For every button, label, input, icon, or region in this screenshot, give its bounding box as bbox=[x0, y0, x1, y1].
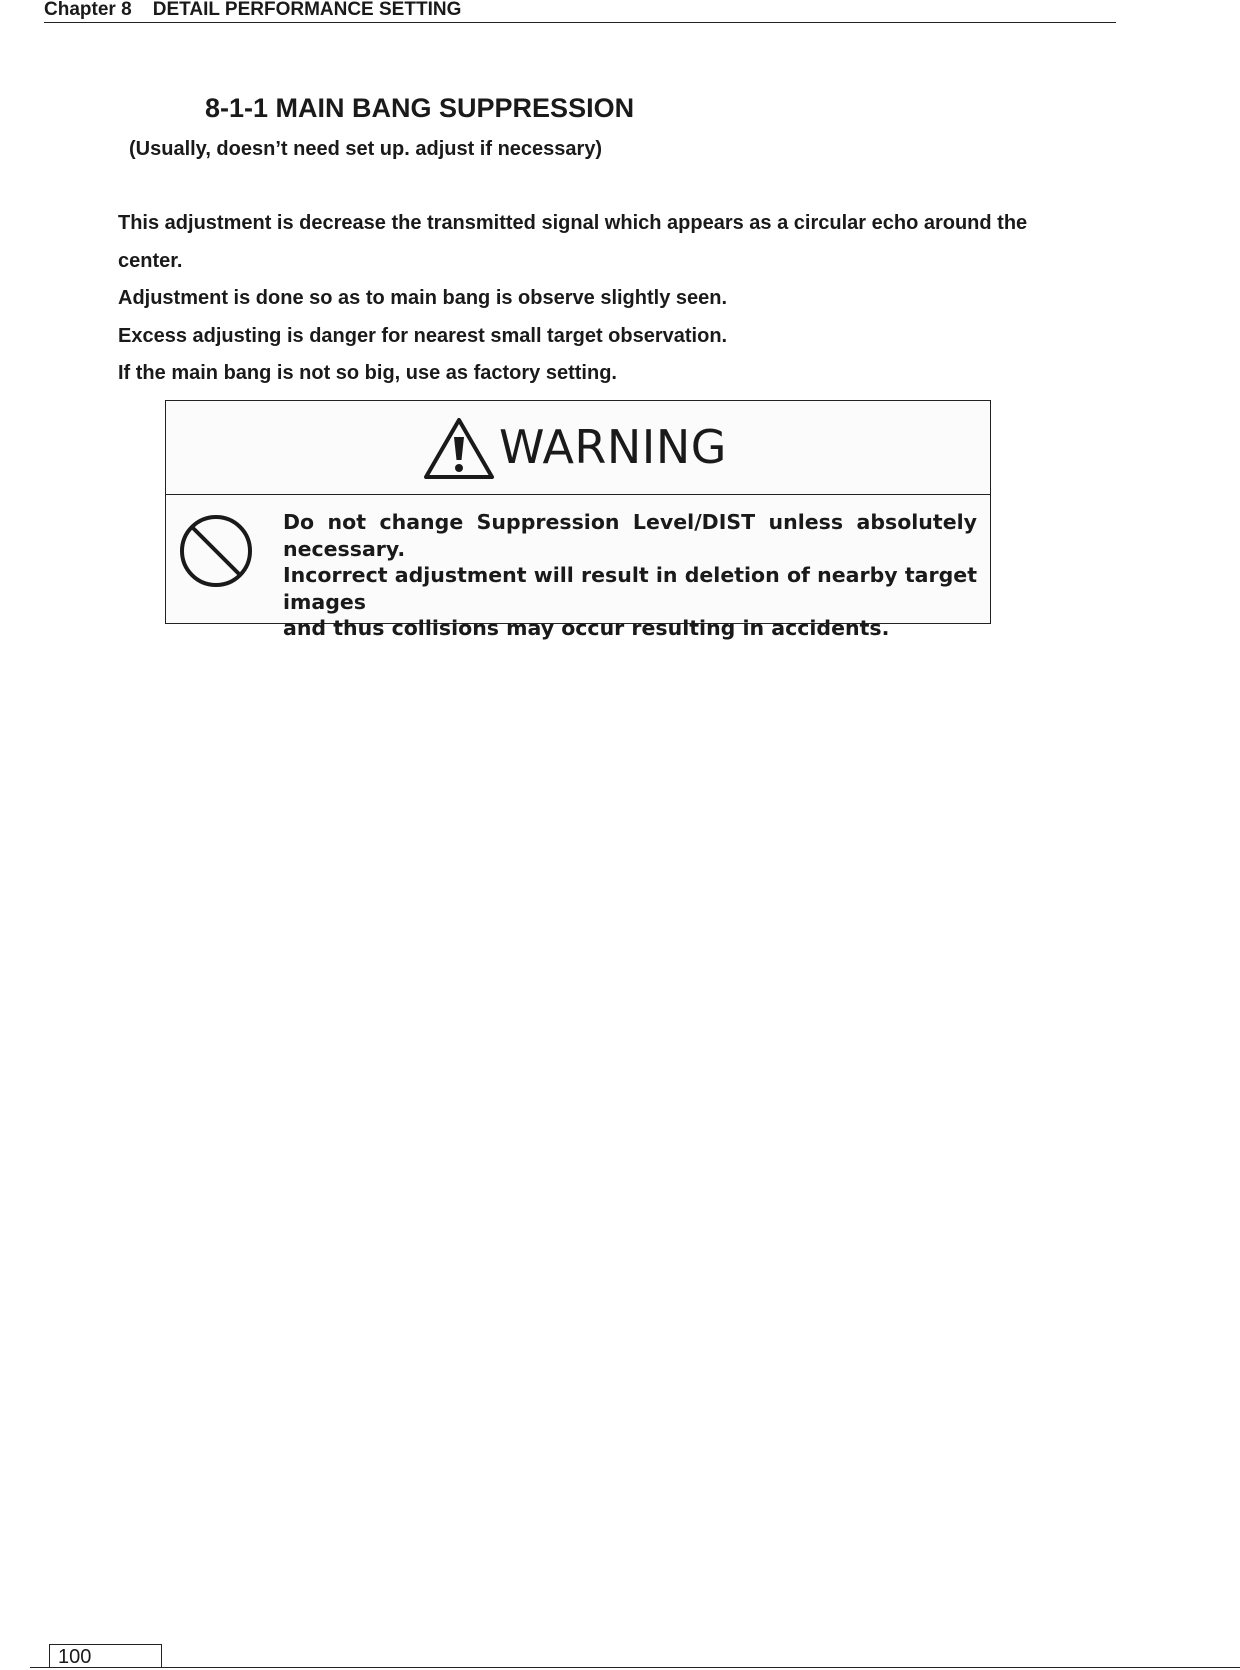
body-line-1: This adjustment is decrease the transmitted signal which appears as a circular echo around the bbox=[118, 212, 1028, 234]
warning-line-2: necessary. bbox=[283, 536, 406, 561]
body-line-2: center. bbox=[118, 250, 183, 272]
page-number-box bbox=[49, 1644, 162, 1667]
section-subtitle: (Usually, doesn’t need set up. adjust if necessary) bbox=[129, 138, 603, 160]
header-text bbox=[44, 0, 461, 20]
warning-line-1: Do not change Suppression Level/DIST unless absolutely bbox=[283, 510, 977, 534]
chapter-title: DETAIL PERFORMANCE SETTING bbox=[152, 0, 462, 20]
warning-triangle-icon bbox=[423, 415, 495, 481]
page-number: 100 bbox=[58, 1646, 92, 1668]
body-line-5: If the main bang is not so big, use as factory setting. bbox=[118, 362, 617, 384]
warning-box bbox=[165, 400, 991, 640]
warning-line-3: Incorrect adjustment will result in deletion of nearby target images bbox=[283, 563, 977, 614]
prohibition-icon bbox=[178, 513, 254, 589]
body-line-4: Excess adjusting is danger for nearest small target observation. bbox=[118, 325, 728, 347]
warning-header bbox=[166, 401, 990, 495]
body-line-3: Adjustment is done so as to main bang is observe slightly seen. bbox=[118, 287, 728, 309]
section-title: 8-1-1 MAIN BANG SUPPRESSION bbox=[205, 93, 635, 123]
chapter-label: Chapter 8 bbox=[44, 0, 132, 20]
footer-rule bbox=[30, 1667, 1240, 1668]
warning-line-4: and thus collisions may occur resulting in accidents. bbox=[283, 616, 890, 640]
page-header bbox=[44, 0, 1116, 23]
warning-message bbox=[283, 509, 977, 642]
warning-title: WARNING bbox=[499, 420, 727, 474]
